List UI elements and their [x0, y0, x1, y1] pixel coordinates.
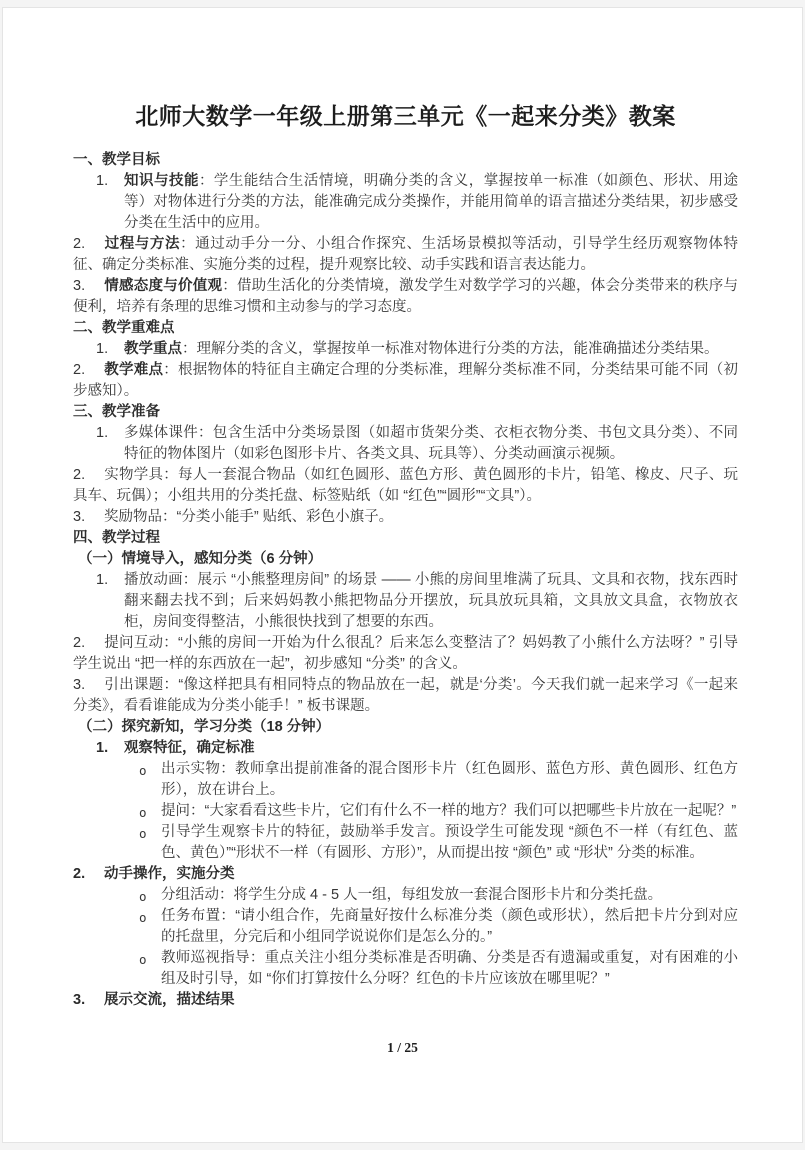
text-run: 二、教学重难点: [73, 320, 175, 336]
list-number: 3.: [73, 677, 86, 693]
list-number: 1.: [96, 740, 109, 756]
page-content: [3, 8, 802, 1011]
list-number: 1.: [96, 341, 109, 357]
text-run: 四、教学过程: [73, 530, 160, 546]
paragraph: [73, 171, 738, 234]
text-run: 教学难点: [104, 362, 164, 378]
section-heading: [73, 402, 738, 423]
list-number: 3.: [73, 992, 86, 1008]
text-run: 任务布置：“请小组合作，先商量好按什么标准分类（颜色或形状），然后把卡片分到对应的托盘里，分完后和小组同学说说你们是怎么分的。”: [161, 908, 738, 945]
document-title: 北师大数学一年级上册第三单元《一起来分类》教案: [135, 103, 676, 129]
page-number: 1 / 25: [387, 1040, 418, 1055]
paragraph: [73, 234, 738, 276]
text-run: 提问：“大家看看这些卡片，它们有什么不一样的地方？我们可以把哪些卡片放在一起呢？”: [161, 803, 737, 819]
text-run: 情感态度与价值观: [104, 278, 223, 294]
text-run: 引导学生观察卡片的特征，鼓励举手发言。预设学生可能发现 “颜色不一样（有红色、蓝色、黄色）”“形状不一样（有圆形、方形）”，从而提出按 “颜色” 或 “形状” 分类的标准。: [161, 824, 738, 861]
section-heading: [73, 318, 738, 339]
paragraph: [73, 423, 738, 465]
text-run: 分组活动：将学生分成 4 - 5 人一组，每组发放一套混合图形卡片和分类托盘。: [161, 887, 663, 903]
paragraph: [73, 675, 738, 717]
text-run: 引出课题：“像这样把具有相同特点的物品放在一起，就是‘分类’。今天我们就一起来学习《一起来分类》，看看谁能成为分类小能手！” 板书课题。: [73, 677, 738, 714]
text-run: 三、教学准备: [73, 404, 160, 420]
text-run: （二）探究新知，学习分类（18 分钟）: [78, 719, 331, 735]
paragraph: [73, 822, 738, 864]
paragraph: [73, 906, 738, 948]
paragraph: [73, 885, 738, 906]
text-run: 教师巡视指导：重点关注小组分类标准是否明确、分类是否有遗漏或重复，对有困难的小组及时引导，如 “你们打算按什么分呀？红色的卡片应该放在哪里呢？”: [161, 950, 738, 987]
list-number: 3.: [73, 278, 86, 294]
list-number: 2.: [73, 236, 86, 252]
text-run: 播放动画：展示 “小熊整理房间” 的场景 —— 小熊的房间里堆满了玩具、文具和衣物，找东西时翻来翻去找不到；后来妈妈教小熊把物品分开摆放，玩具放玩具箱，文具放文具盒，衣物放衣柜，房间变得整洁，小熊很快找到了想要的东西。: [124, 572, 738, 630]
paragraph: [73, 990, 738, 1011]
paragraph: [73, 864, 738, 885]
text-run: ：学生能结合生活情境，明确分类的含义，掌握按单一标准（如颜色、形状、用途等）对物体进行分类的方法，能准确完成分类操作，并能用简单的语言描述分类结果，初步感受分类在生活中的应用。: [124, 173, 738, 231]
text-run: 出示实物：教师拿出提前准备的混合图形卡片（红色圆形、蓝色方形、黄色圆形、红色方形），放在讲台上。: [161, 761, 738, 798]
text-run: ：根据物体的特征自主确定合理的分类标准，理解分类标准不同，分类结果可能不同（初步感知）。: [73, 362, 739, 399]
list-number: 3.: [73, 509, 86, 525]
paragraph: [73, 738, 738, 759]
paragraph: [73, 507, 738, 528]
section-heading: [73, 717, 738, 738]
bullet-marker: o: [139, 910, 147, 925]
paragraph: [73, 360, 738, 402]
list-number: 2.: [73, 467, 86, 483]
list-number: 1.: [96, 173, 109, 189]
text-run: 多媒体课件：包含生活中分类场景图（如超市货架分类、衣柜衣物分类、书包文具分类）、不同特征的物体图片（如彩色图形卡片、各类文具、玩具等）、分类动画演示视频。: [124, 425, 738, 462]
text-run: 提问互动：“小熊的房间一开始为什么很乱？后来怎么变整洁了？妈妈教了小熊什么方法呀？” 引导学生说出 “把一样的东西放在一起”，初步感知 “分类” 的含义。: [73, 635, 738, 672]
paragraph: [73, 465, 738, 507]
bullet-marker: o: [139, 763, 147, 778]
paragraph: [73, 570, 738, 633]
section-heading: [73, 528, 738, 549]
text-run: 过程与方法: [104, 236, 181, 252]
text-run: 奖励物品：“分类小能手” 贴纸、彩色小旗子。: [104, 509, 394, 525]
list-number: 2.: [73, 866, 86, 882]
paragraph: [73, 948, 738, 990]
bullet-marker: o: [139, 952, 147, 967]
text-run: 知识与技能: [124, 173, 199, 189]
text-run: ：借助生活化的分类情境，激发学生对数学学习的兴趣，体会分类带来的秩序与便利，培养有条理的思维习惯和主动参与的学习态度。: [73, 278, 739, 315]
text-run: （一）情境导入，感知分类（6 分钟）: [78, 551, 323, 567]
paragraph: [73, 276, 738, 318]
list-number: 1.: [96, 425, 109, 441]
text-run: ：理解分类的含义，掌握按单一标准对物体进行分类的方法，能准确描述分类结果。: [182, 341, 719, 357]
text-run: 教学重点: [124, 341, 182, 357]
paragraph: [73, 801, 738, 822]
text-run: 观察特征，确定标准: [124, 740, 255, 756]
text-run: ：通过动手分一分、小组合作探究、生活场景模拟等活动，引导学生经历观察物体特征、确定分类标准、实施分类的过程，提升观察比较、动手实践和语言表达能力。: [73, 236, 739, 273]
paragraph: [73, 759, 738, 801]
bullet-marker: o: [139, 889, 147, 904]
document-page: [2, 7, 803, 1143]
paragraph: [73, 339, 738, 360]
section-heading: [73, 150, 738, 171]
paragraph: [73, 633, 738, 675]
bullet-marker: o: [139, 826, 147, 841]
list-number: 2.: [73, 635, 86, 651]
text-run: 实物学具：每人一套混合物品（如红色圆形、蓝色方形、黄色圆形的卡片，铅笔、橡皮、尺子、玩具车、玩偶）；小组共用的分类托盘、标签贴纸（如 “红色”“圆形”“文具”）。: [73, 467, 738, 504]
text-run: 一、教学目标: [73, 152, 160, 168]
text-run: 动手操作，实施分类: [104, 866, 235, 882]
text-run: 展示交流，描述结果: [104, 992, 235, 1008]
document-body: [73, 150, 738, 1011]
section-heading: [73, 549, 738, 570]
list-number: 2.: [73, 362, 86, 378]
list-number: 1.: [96, 572, 109, 588]
bullet-marker: o: [139, 805, 147, 820]
